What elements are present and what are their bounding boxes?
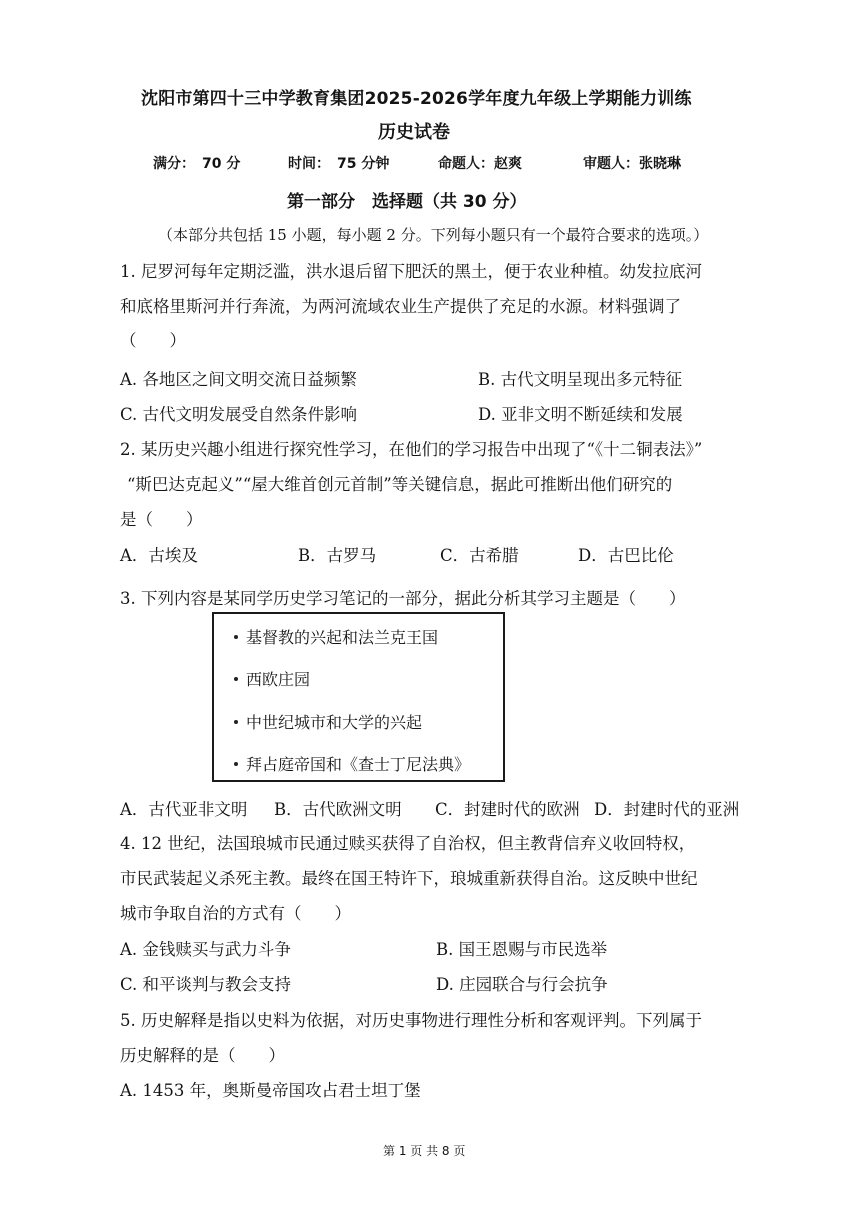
q4-line-3: 城市争取自治的方式有（ ） [120, 904, 351, 923]
q4-option-a[interactable]: A. 金钱赎买与武力斗争 [120, 940, 291, 959]
q3-option-c[interactable]: C．封建时代的欧洲 [435, 800, 580, 819]
q4-option-c[interactable]: C. 和平谈判与教会支持 [120, 975, 292, 994]
q3-option-d[interactable]: D．封建时代的亚洲 [594, 800, 740, 819]
q3-option-b[interactable]: B．古代欧洲文明 [274, 800, 402, 819]
q1-option-c[interactable]: C. 古代文明发展受自然条件影响 [120, 405, 358, 424]
q4-option-b[interactable]: B. 国王恩赐与市民选举 [436, 940, 608, 959]
note-item [234, 752, 470, 775]
q5-option-a[interactable]: A. 1453 年，奥斯曼帝国攻占君士坦丁堡 [120, 1081, 421, 1100]
q1-line-2: 和底格里斯河并行奔流，为两河流域农业生产提供了充足的水源。材料强调了 [120, 297, 681, 316]
section-instructions: （本部分共包括 15 小题，每小题 2 分。下列每小题只有一个最符合要求的选项。） [158, 226, 709, 244]
bullet-icon [234, 635, 238, 639]
q2-option-c[interactable]: C．古希腊 [440, 546, 519, 565]
section-heading: 第一部分 选择题（共 30 分） [287, 192, 527, 212]
exam-subtitle: 历史试卷 [378, 122, 450, 143]
bullet-icon [234, 720, 238, 724]
q2-line-3: 是（ ） [120, 510, 203, 529]
q4-option-d[interactable]: D. 庄园联合与行会抗争 [436, 975, 608, 994]
q4-line-1: 4. 12 世纪，法国琅城市民通过赎买获得了自治权，但主教背信弃义收回特权， [120, 834, 696, 853]
q2-line-1: 2. 某历史兴趣小组进行探究性学习，在他们的学习报告中出现了“《十二铜表法》” [120, 440, 703, 459]
q3-option-a[interactable]: A．古代亚非文明 [120, 800, 248, 819]
study-notes-box [212, 612, 505, 782]
exam-time: 时间： 75 分钟 [288, 156, 390, 172]
full-score: 满分： 70 分 [153, 156, 241, 172]
q2-line-2: “斯巴达克起义”“屋大维首创元首制”等关键信息，据此可推断出他们研究的 [127, 475, 673, 494]
note-text: 基督教的兴起和法兰克王国 [246, 628, 439, 647]
note-item [234, 667, 310, 690]
bullet-icon [234, 677, 238, 681]
q2-option-b[interactable]: B．古罗马 [298, 546, 377, 565]
q2-option-d[interactable]: D．古巴比伦 [578, 546, 674, 565]
exam-title: 沈阳市第四十三中学教育集团2025-2026学年度九年级上学期能力训练 [141, 89, 692, 109]
q1-line-1: 1. 尼罗河每年定期泛滥，洪水退后留下肥沃的黑土，便于农业种植。幼发拉底河 [120, 262, 702, 281]
note-item [234, 710, 422, 733]
q1-option-d[interactable]: D. 亚非文明不断延续和发展 [478, 405, 683, 424]
question-author: 命题人：赵爽 [438, 156, 522, 172]
bullet-icon [234, 762, 238, 766]
note-text: 拜占庭帝国和《查士丁尼法典》 [246, 755, 471, 774]
q4-line-2: 市民武装起义杀死主教。最终在国王特许下，琅城重新获得自治。这反映中世纪 [120, 869, 698, 888]
note-item [234, 625, 438, 648]
q3-line-1: 3. 下列内容是某同学历史学习笔记的一部分，据此分析其学习主题是（ ） [120, 589, 686, 608]
page-number: 第 1 页 共 8 页 [383, 1144, 466, 1158]
q2-option-a[interactable]: A．古埃及 [120, 546, 198, 565]
q1-option-a[interactable]: A. 各地区之间文明交流日益频繁 [120, 370, 357, 389]
q5-line-2: 历史解释的是（ ） [120, 1046, 285, 1065]
note-text: 西欧庄园 [246, 670, 311, 689]
question-reviewer: 审题人：张晓琳 [583, 156, 681, 172]
q1-line-3: （ ） [120, 331, 186, 350]
note-text: 中世纪城市和大学的兴起 [246, 713, 423, 732]
q1-option-b[interactable]: B. 古代文明呈现出多元特征 [478, 370, 683, 389]
q5-line-1: 5. 历史解释是指以史料为依据，对历史事物进行理性分析和客观评判。下列属于 [120, 1011, 702, 1030]
